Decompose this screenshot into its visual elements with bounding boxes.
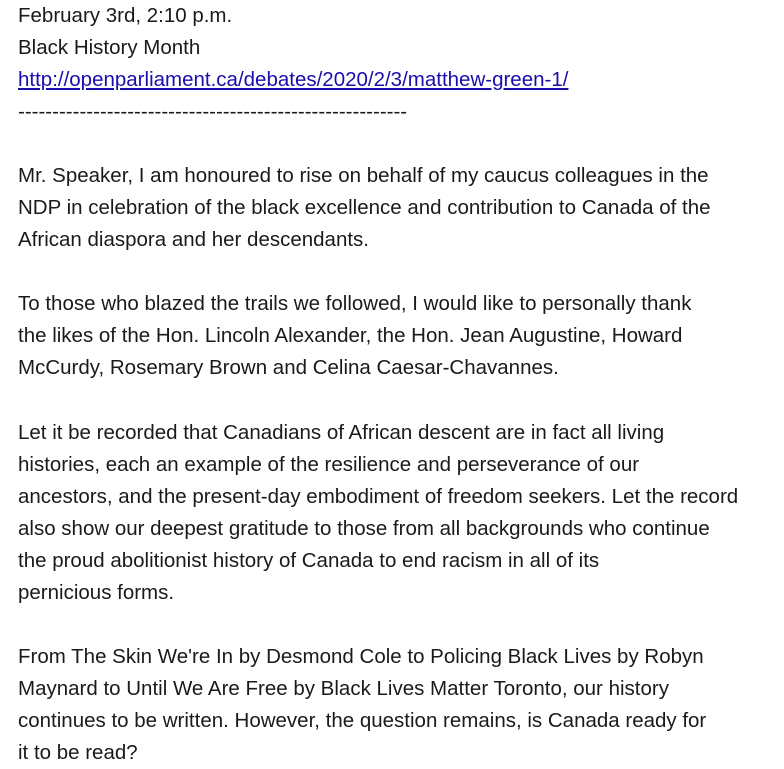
spacer [18, 609, 784, 641]
paragraph-line: Mr. Speaker, I am honoured to rise on behalf of my caucus colleagues in the [18, 164, 709, 187]
statement-date: February 3rd, 2:10 p.m. [18, 4, 233, 27]
paragraph-line: African diaspora and her descendants. [18, 228, 370, 251]
statement-title: Black History Month [18, 36, 201, 59]
spacer [18, 256, 784, 288]
paragraph [18, 641, 784, 769]
paragraph-line: ancestors, and the present-day embodiment of freedom seekers. Let the record [18, 485, 739, 508]
document-body [18, 0, 784, 769]
paragraph-line: To those who blazed the trails we followed, I would like to personally thank [18, 292, 692, 315]
paragraph [18, 160, 784, 256]
paragraph-line: NDP in celebration of the black excellence and contribution to Canada of the [18, 196, 711, 219]
paragraph-line: Let it be recorded that Canadians of African descent are in fact all living [18, 421, 665, 444]
source-link-line [18, 64, 784, 96]
paragraph-line: the proud abolitionist history of Canada to end racism in all of its [18, 549, 600, 572]
paragraph [18, 288, 784, 384]
paragraph-line: continues to be written. However, the question remains, is Canada ready for [18, 709, 707, 732]
paragraph [18, 417, 784, 609]
paragraph-line: Maynard to Until We Are Free by Black Lives Matter Toronto, our history [18, 677, 669, 700]
spacer [18, 384, 784, 417]
paragraph-line: pernicious forms. [18, 581, 175, 604]
spacer [18, 128, 784, 160]
paragraph-line: McCurdy, Rosemary Brown and Celina Caesar-Chavannes. [18, 356, 559, 379]
paragraph-line: the likes of the Hon. Lincoln Alexander, the Hon. Jean Augustine, Howard [18, 324, 683, 347]
paragraph-line: also show our deepest gratitude to those from all backgrounds who continue [18, 517, 710, 540]
separator-line: --------------------------------------------------------- [18, 100, 408, 123]
paragraph-line: histories, each an example of the resilience and perseverance of our [18, 453, 640, 476]
source-link[interactable]: http://openparliament.ca/debates/2020/2/3/matthew-green-1/ [18, 68, 569, 91]
paragraph-line: it to be read? [18, 741, 138, 764]
paragraph-line: From The Skin We're In by Desmond Cole to Policing Black Lives by Robyn [18, 645, 704, 668]
